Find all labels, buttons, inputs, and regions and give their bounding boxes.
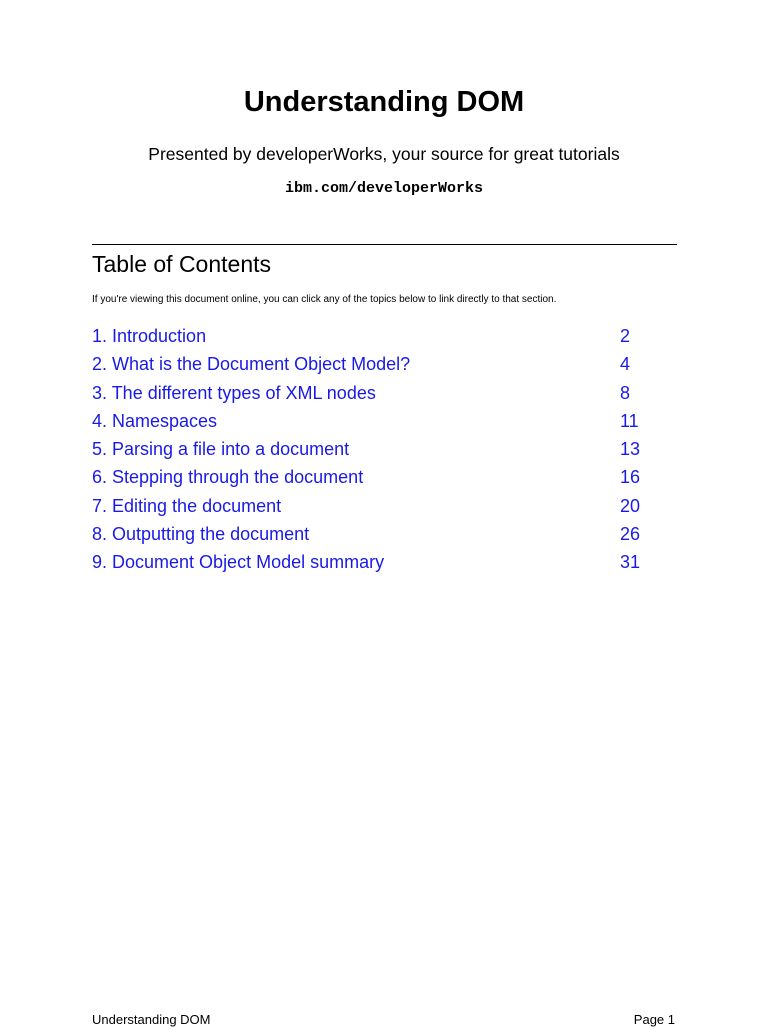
toc-item-label[interactable]: 7. Editing the document (92, 495, 282, 516)
page-subtitle: Presented by developerWorks, your source for great tutorials (148, 144, 620, 164)
toc-item-page[interactable]: 20 (620, 495, 641, 516)
site-url: ibm.com/developerWorks (284, 180, 484, 197)
toc-item-page[interactable]: 13 (620, 439, 641, 459)
toc-item-page[interactable]: 31 (620, 552, 641, 572)
toc-item-editing[interactable] (92, 494, 652, 522)
footer-document-title: Understanding DOM (92, 1012, 211, 1027)
toc-item-parsing[interactable] (92, 437, 652, 465)
toc-item-page[interactable]: 4 (620, 354, 631, 375)
toc-item-xml-node-types[interactable] (92, 381, 652, 409)
toc-item-label[interactable]: 2. What is the Document Object Model? (92, 354, 411, 375)
toc-item-stepping[interactable] (92, 465, 652, 493)
toc-item-outputting[interactable] (92, 522, 652, 550)
toc-item-label[interactable]: 4. Namespaces (92, 410, 218, 431)
toc-item-page[interactable]: 2 (620, 326, 631, 346)
toc-item-page[interactable]: 11 (620, 410, 639, 431)
toc-list (92, 324, 652, 578)
toc-item-label[interactable]: 1. Introduction (92, 326, 207, 346)
toc-item-page[interactable]: 16 (620, 467, 641, 488)
toc-item-what-is-dom[interactable] (92, 352, 652, 380)
toc-item-summary[interactable] (92, 550, 652, 578)
toc-heading: Table of Contents (92, 251, 272, 277)
toc-item-introduction[interactable] (92, 324, 652, 352)
toc-item-page[interactable]: 8 (620, 382, 631, 403)
footer-page-number: Page 1 (633, 1012, 675, 1027)
toc-item-label[interactable]: 5. Parsing a file into a document (92, 439, 350, 459)
toc-item-label[interactable]: 6. Stepping through the document (92, 467, 364, 488)
toc-item-page[interactable]: 26 (620, 523, 641, 544)
page-title: Understanding DOM (243, 86, 525, 118)
toc-item-namespaces[interactable] (92, 409, 652, 437)
toc-item-label[interactable]: 9. Document Object Model summary (92, 552, 385, 572)
toc-note: If you're viewing this document online, you can click any of the topics below to link directly to that section. (92, 294, 557, 305)
toc-item-label[interactable]: 8. Outputting the document (92, 523, 310, 544)
section-divider (92, 244, 677, 245)
toc-item-label[interactable]: 3. The different types of XML nodes (92, 382, 376, 403)
